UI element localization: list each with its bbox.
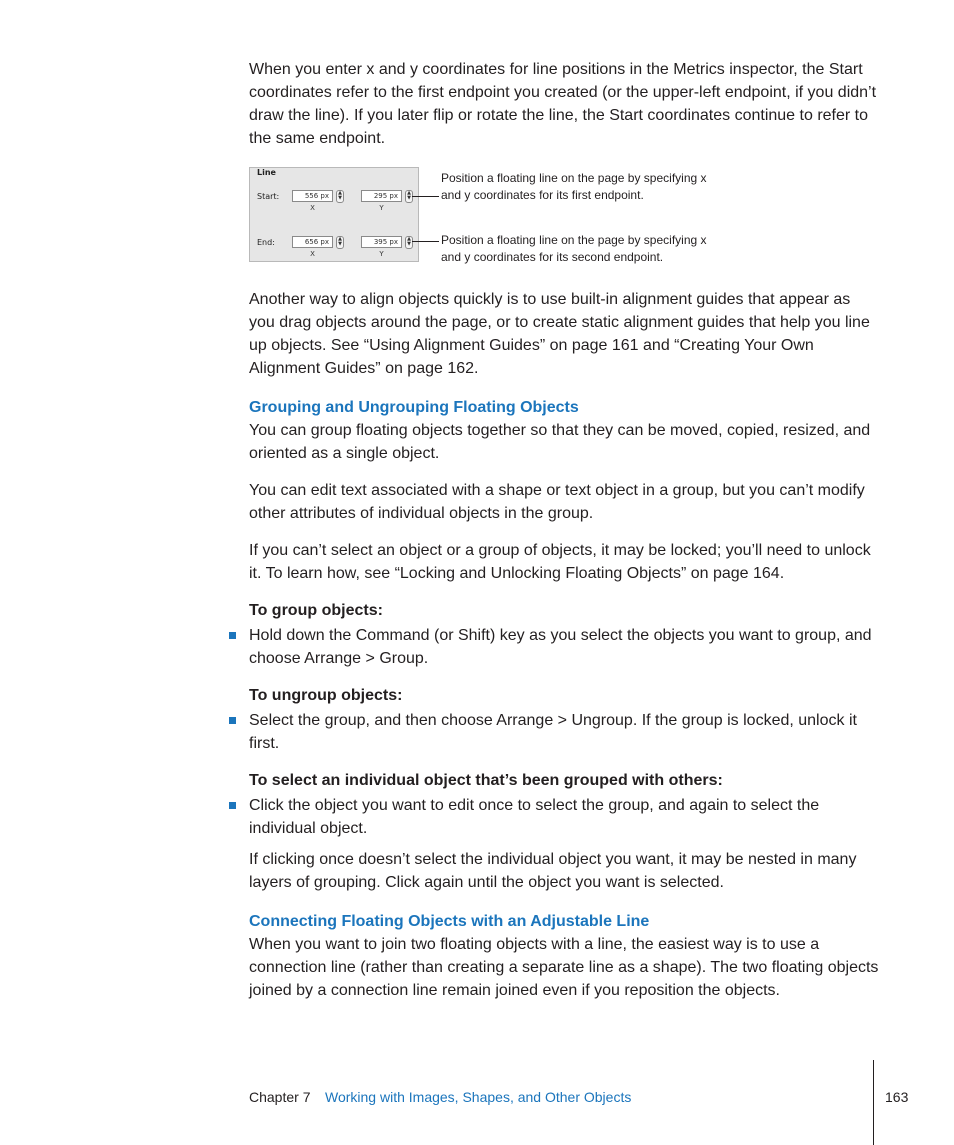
start-y-field[interactable]: 295 px [361, 190, 402, 202]
grouping-heading: Grouping and Ungrouping Floating Objects [249, 399, 579, 416]
end-x-field[interactable]: 656 px [292, 236, 333, 248]
line-metrics-panel [249, 167, 419, 262]
start-y-stepper[interactable]: ▲ ▼ [405, 190, 413, 203]
callout-start: Position a floating line on the page by specifying x and y coordinates for its first endpoint. [441, 171, 707, 202]
footer-divider [873, 1060, 874, 1145]
end-x-stepper[interactable]: ▲ ▼ [336, 236, 344, 249]
connecting-paragraph: When you want to join two floating objects with a line, the easiest way is to use a connection line (rather than creating a separate line as a shape). The two floating objects joined by a connection line remain joined even if you reposition the objects. [249, 936, 879, 999]
select-grouped-lead: To select an individual object that’s been grouped with others: [249, 772, 723, 789]
grouping-paragraph-1: You can group floating objects together so that they can be moved, copied, resized, and oriented as a single object. [249, 422, 871, 462]
grouping-paragraph-3: If you can’t select an object or a group of objects, it may be locked; you’ll need to unlock it. To learn how, see “Locking and Unlocking Floating Objects” on page 164. [249, 542, 871, 582]
end-label: End: [257, 238, 275, 247]
ungroup-objects-lead: To ungroup objects: [249, 687, 403, 704]
alignment-paragraph: Another way to align objects quickly is to use built-in alignment guides that appear as you drag objects around the page, or to create static alignment guides that help you line up objects. See “Using Alignment Guides” on page 161 and “Creating Your Own Alignment Guides” on page 162. [249, 291, 870, 377]
callout-start-leader [412, 196, 439, 197]
connecting-heading: Connecting Floating Objects with an Adjustable Line [249, 913, 650, 930]
end-y-stepper[interactable]: ▲ ▼ [405, 236, 413, 249]
callout-end-leader [412, 241, 439, 242]
group-objects-step: Hold down the Command (or Shift) key as you select the objects you want to group, and choose Arrange > Group. [249, 627, 872, 667]
start-y-axis-label: Y [379, 204, 384, 212]
bullet-icon [229, 709, 238, 718]
footer-chapter: Chapter 7 [249, 1089, 311, 1105]
start-x-stepper[interactable]: ▲ ▼ [336, 190, 344, 203]
ungroup-objects-step: Select the group, and then choose Arrange > Ungroup. If the group is locked, unlock it first. [249, 712, 857, 752]
callout-end: Position a floating line on the page by specifying x and y coordinates for its second endpoint. [441, 233, 707, 264]
end-y-field[interactable]: 395 px [361, 236, 402, 248]
group-objects-lead: To group objects: [249, 602, 383, 619]
select-grouped-step: Click the object you want to edit once to select the group, and again to select the individual object. [249, 797, 820, 837]
start-x-axis-label: X [310, 204, 315, 212]
intro-paragraph: When you enter x and y coordinates for line positions in the Metrics inspector, the Start coordinates refer to the first endpoint you created (or the upper-left endpoint, if you didn’t draw the line). If you later flip or rotate the line, the Start coordinates continue to refer to the same endpoint. [249, 61, 877, 147]
start-label: Start: [257, 192, 280, 201]
bullet-icon [229, 794, 238, 803]
footer-chapter-title[interactable]: Working with Images, Shapes, and Other Objects [325, 1089, 632, 1105]
grouping-paragraph-2: You can edit text associated with a shape or text object in a group, but you can’t modify other attributes of individual objects in the group. [249, 482, 865, 522]
select-grouped-note: If clicking once doesn’t select the individual object you want, it may be nested in many layers of grouping. Click again until the object you want is selected. [249, 851, 857, 891]
panel-title: Line [257, 168, 276, 177]
start-x-field[interactable]: 556 px [292, 190, 333, 202]
page-number: 163 [885, 1089, 909, 1105]
end-x-axis-label: X [310, 250, 315, 258]
bullet-icon [229, 624, 238, 633]
end-y-axis-label: Y [379, 250, 384, 258]
